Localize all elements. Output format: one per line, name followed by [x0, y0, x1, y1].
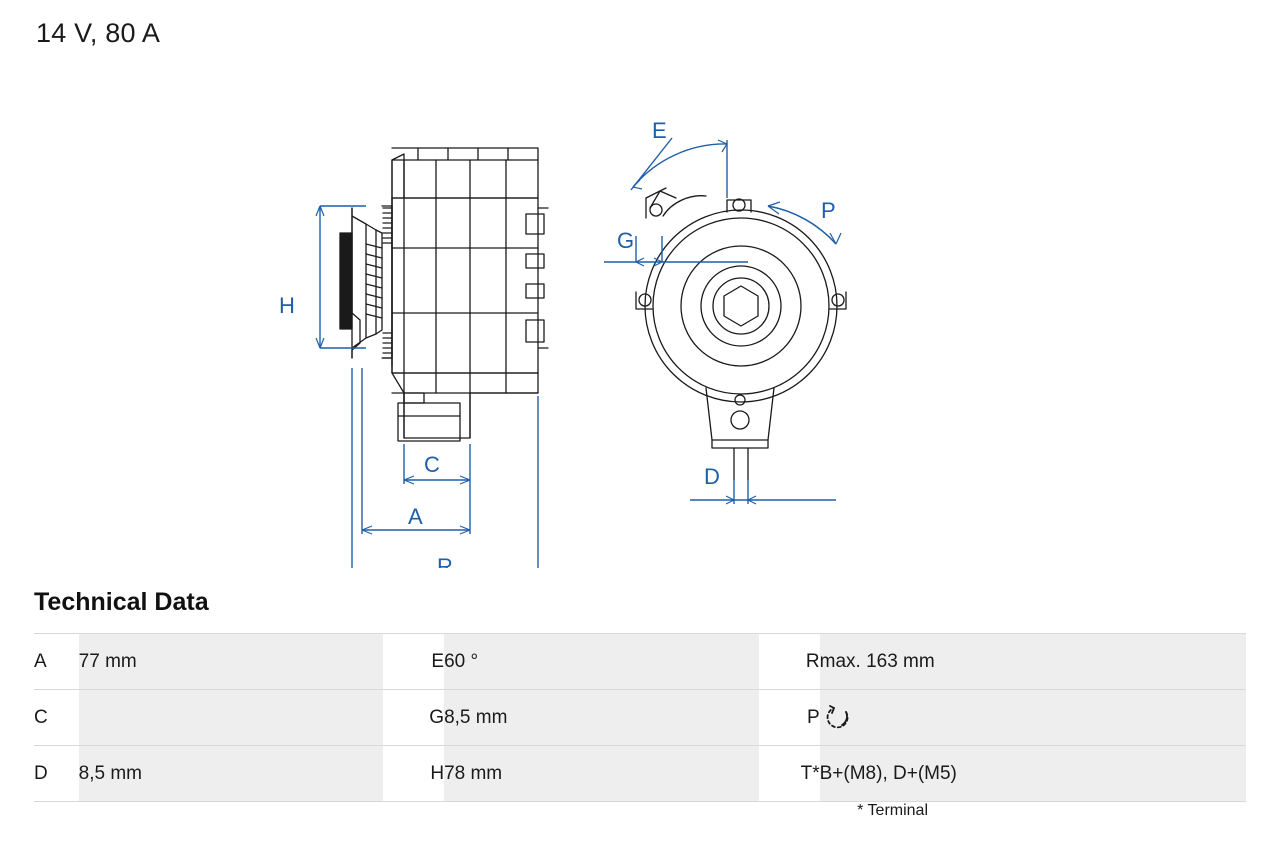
- dim-label-r: R: [437, 554, 453, 568]
- cell-spacer: [759, 690, 775, 746]
- cell-spacer: [383, 746, 399, 802]
- technical-data-table: [34, 633, 1246, 802]
- cell-spacer: [759, 634, 775, 690]
- technical-data-heading: Technical Data: [34, 588, 209, 616]
- tech-key: T*: [775, 746, 820, 802]
- table-row: [34, 690, 1246, 746]
- tech-key: R: [775, 634, 820, 690]
- tech-value: B+(M8), D+(M5): [820, 746, 1246, 802]
- rotation-counterclockwise-icon: [820, 704, 1246, 732]
- dim-label-a: A: [408, 504, 423, 529]
- dim-label-e: E: [652, 118, 667, 143]
- tech-key: D: [34, 746, 79, 802]
- table-row: [34, 634, 1246, 690]
- tech-value: 60 °: [444, 634, 759, 690]
- tech-value: 8,5 mm: [79, 746, 384, 802]
- cell-spacer: [383, 634, 399, 690]
- terminal-footnote: * Terminal: [857, 802, 928, 819]
- tech-key: C: [34, 690, 79, 746]
- alternator-drawing: [0, 48, 1280, 568]
- dim-label-g: G: [617, 228, 635, 253]
- dim-label-p: P: [821, 198, 836, 223]
- tech-value: max. 163 mm: [820, 634, 1246, 690]
- tech-value: [79, 690, 384, 746]
- tech-key: E: [399, 634, 444, 690]
- cell-spacer: [383, 690, 399, 746]
- tech-key: P: [775, 690, 820, 746]
- dim-label-d: D: [704, 464, 720, 489]
- tech-value: 8,5 mm: [444, 690, 759, 746]
- dim-label-c: C: [424, 452, 440, 477]
- tech-value-rotation: [820, 690, 1246, 746]
- tech-value: 77 mm: [79, 634, 384, 690]
- cell-spacer: [759, 746, 775, 802]
- dim-label-h: H: [279, 293, 295, 318]
- page-title: 14 V, 80 A: [36, 18, 161, 48]
- tech-key: A: [34, 634, 79, 690]
- table-row: [34, 746, 1246, 802]
- tech-key: H: [399, 746, 444, 802]
- tech-value: 78 mm: [444, 746, 759, 802]
- tech-key: G: [399, 690, 444, 746]
